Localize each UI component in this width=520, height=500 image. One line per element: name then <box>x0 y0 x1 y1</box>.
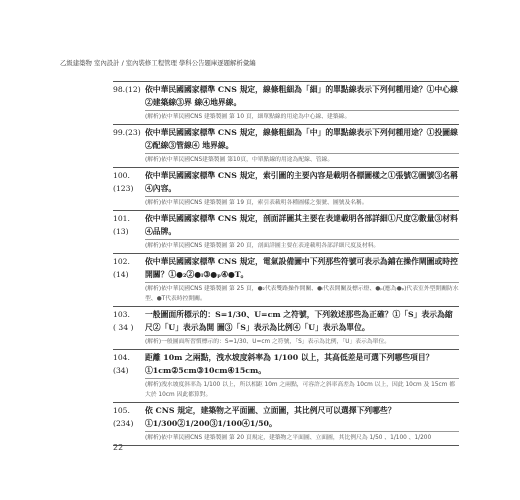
question-row <box>113 125 459 168</box>
question-text: 一般圖面所標示的：S=1/30、U=cm 之符號，下列敘述那些為正確？①「S」表示為縮尺②「U」表示為開 圖③「S」表示為比例④「U」表示為單位。 <box>145 310 453 332</box>
explanation-text: (解析)依中華民國CNS建築製圖 第10頁，中單點線的用途為配線、管線。 <box>145 153 459 167</box>
question-row <box>113 211 459 254</box>
question-row <box>113 254 459 307</box>
question-row <box>113 403 459 446</box>
explanation-text: (解析)依中華民國CNS 建築製圖 第 10 頁，細單點線的用途為中心線、建築線。 <box>145 110 459 124</box>
question-body <box>145 403 459 445</box>
question-body <box>145 82 459 124</box>
question-row <box>113 307 459 350</box>
question-row <box>113 350 459 403</box>
question-text: 依中華民國國家標準 CNS 規定，剖面詳圖其主要在表達載明各部詳細①尺度②數量③材料④品牌。 <box>145 214 458 236</box>
question-number: 104. (34) <box>113 353 130 375</box>
question-number: 102. (14) <box>113 257 130 279</box>
explanation-text: (解析)依中華民國CNS 建築製圖 第 20 頁規定，建築物之平面圖、立面圖，其比例尺為 1/50 、1/100 、1/200 <box>145 431 459 445</box>
question-table <box>113 81 459 446</box>
explanation-text: (解析)洩水坡度斜率為 1/100 以上，所以相距 10m 之兩點，可容許之斜率高差為 10cm 以上，因此 10cm 及 15cm 都大於 10cm 因此都算對。 <box>145 378 459 402</box>
question-text: 依中華民國國家標準 CNS 規定，電氣設備圖中下列那些符號可表示為鋪在操作閘圖或時控開關？①●₂②●ₗ③●ₚ④●T。 <box>145 257 458 279</box>
question-body <box>145 307 459 349</box>
question-number: 101. (13) <box>113 214 130 236</box>
running-header: 乙級建築物 室內設計 / 室內裝修工程管理 學科公告題庫逐題解析彙編 <box>60 59 256 67</box>
question-number: 103. ( 34 ) <box>113 310 134 332</box>
question-body <box>145 254 459 306</box>
explanation-text: (解析)依中華民國CNS 建築製圖 第 20 頁，剖面詳圖主要在表達載明各部詳細尺度及材料。 <box>145 239 459 253</box>
explanation-text: (解析)依中華民國CNS 建築製圖 第 25 頁，●₂代表雙路操作開關、●ₗ代表開關及標示燈、●ₚ(應為●ₚ)代表室外型開關防水型、●T代表時控開關。 <box>145 282 459 306</box>
question-text: 依中華民國國家標準 CNS 規定，線條粗細為「中」的單點線表示下列何種用途？①投圖線②配線③管線④ 地界線。 <box>145 128 458 150</box>
explanation-text: (解析)一般圖面所習慣標示的：S=1/30、U=cm 之符號，「S」表示為比例，「U」表示為單位。 <box>145 335 459 349</box>
question-text: 依中華民國國家標準 CNS 規定，線條粗細為「細」的單點線表示下列何種用途？①中心線②建築線③界 線④地界線。 <box>145 85 458 107</box>
page-number: 22 <box>113 443 124 452</box>
question-body <box>145 168 459 210</box>
question-row <box>113 81 459 125</box>
question-text: 依 CNS 規定，建築物之平面圖、立面圖，其比例尺可以選擇下列哪些？①1/300②1/200③1/100④1/50。 <box>145 406 396 428</box>
question-row <box>113 168 459 211</box>
question-text: 依中華民國國家標準 CNS 規定，索引圖的主要內容是載明各標圖樣之①張號②圖號③名稱④內容。 <box>145 171 458 193</box>
question-body <box>145 350 459 402</box>
explanation-text: (解析)依中華民國CNS 建築製圖 第 19 頁，索引表載明各種圖樣之張號、圖號及名稱。 <box>145 196 459 210</box>
question-number: 100. (123) <box>113 171 134 193</box>
question-text: 距離 10m 之兩點，洩水坡度斜率為 1/100 以上，其高低差是可選下列哪些項目？①1cm②5cm③10cm④15cm。 <box>145 353 434 375</box>
question-body <box>145 125 459 167</box>
question-number: 98.(12) <box>113 85 141 94</box>
question-body <box>145 211 459 253</box>
question-number: 105. (234) <box>113 406 134 428</box>
question-number: 99.(23) <box>113 128 141 137</box>
